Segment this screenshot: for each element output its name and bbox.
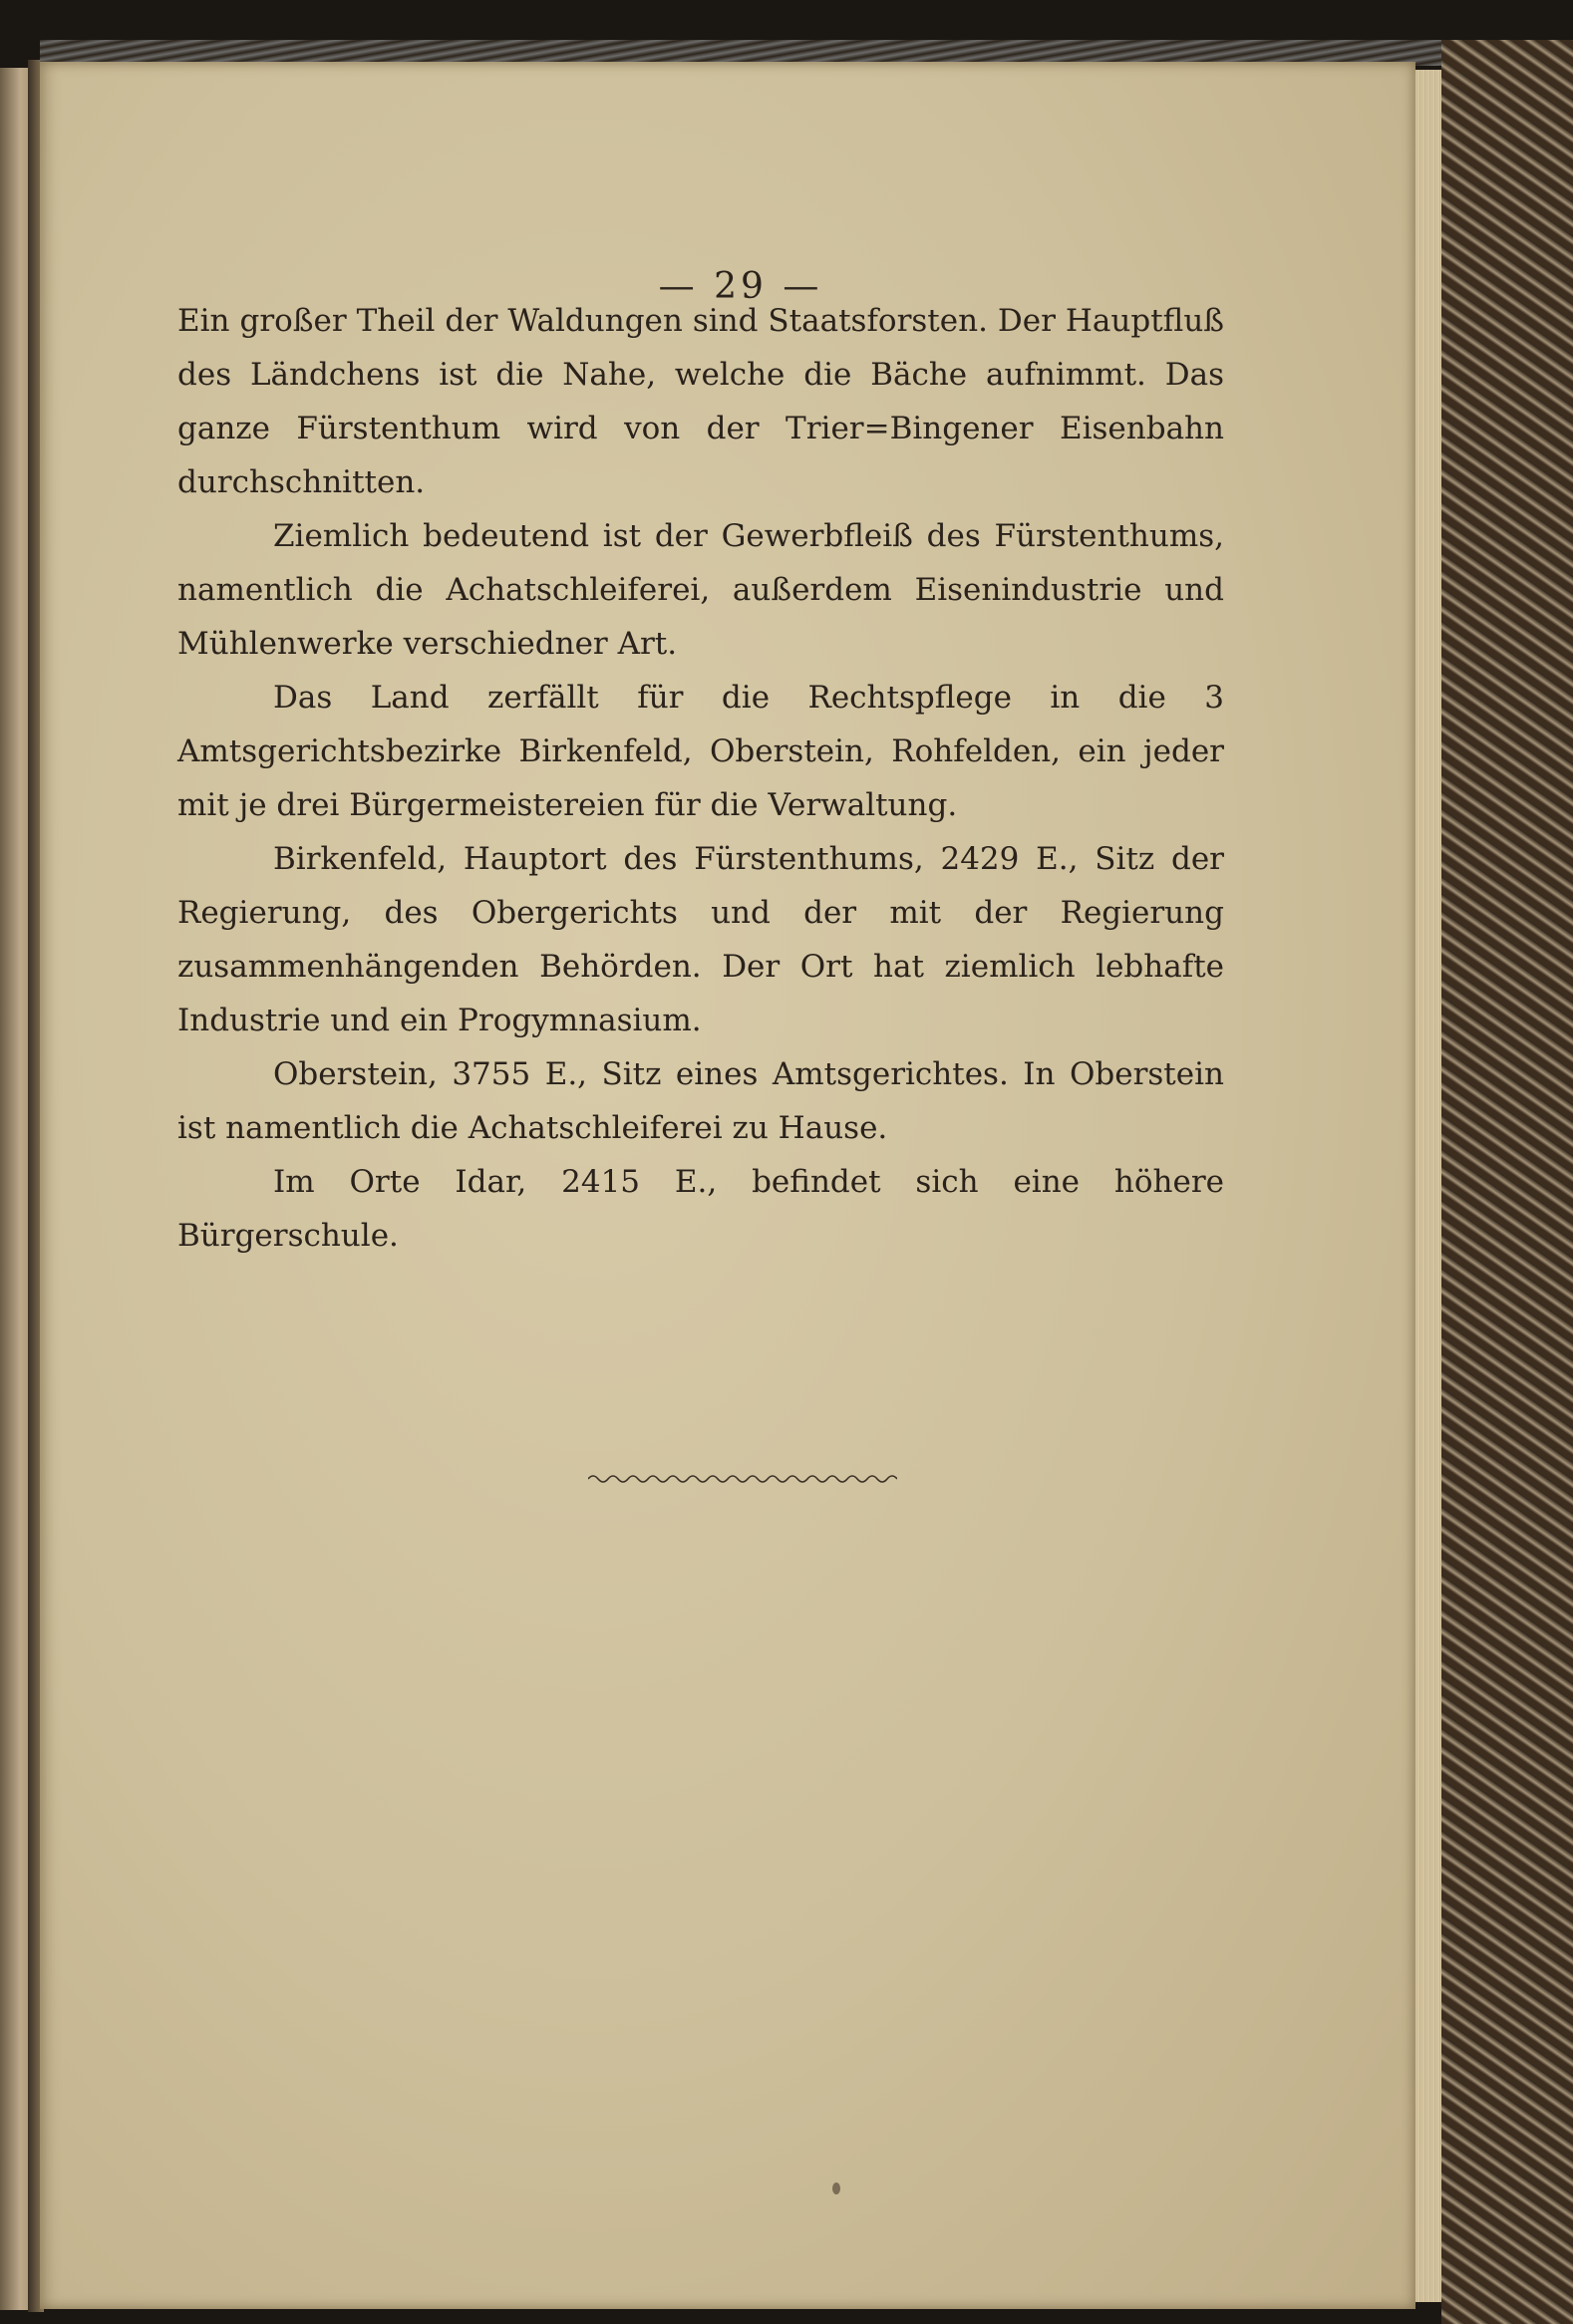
paragraph: Ziemlich bedeutend ist der Gewerbfleiß des Fürstenthums, namentlich die Achatschleiferei, außerdem Eisenindustrie und Mühlenwerke verschiedner Art. [177, 518, 1224, 662]
paragraphs [177, 294, 1224, 1263]
page-block-edge [1416, 70, 1441, 2302]
paper-spot [832, 2182, 840, 2194]
marbled-cover [1441, 40, 1573, 2324]
wavy-divider [588, 1469, 897, 1489]
page-number: — 29 — [658, 266, 823, 307]
paragraph: Birkenfeld, Hauptort des Fürstenthums, 2429 E., Sitz der Regierung, des Obergerichts und der mit der Regierung zusammenhängenden Behörden. Der Ort hat ziemlich lebhafte Industrie und ein Progymnasium. [177, 841, 1224, 1038]
book-page [40, 62, 1416, 2309]
paragraph: Das Land zerfällt für die Rechtspflege in die 3 Amtsgerichtsbezirke Birkenfeld, Oberstein, Rohfelden, ein jeder mit je drei Bürgermeistereien für die Verwaltung. [177, 680, 1224, 823]
paragraph: Ein großer Theil der Waldungen sind Staatsforsten. Der Hauptfluß des Ländchens ist die Nahe, welche die Bäche aufnimmt. Das ganze Fürstenthum wird von der Trier=Bingener Eisenbahn durchschnitten. [177, 303, 1224, 500]
paragraph: Im Orte Idar, 2415 E., befindet sich eine höhere Bürgerschule. [177, 1164, 1224, 1254]
paragraph: Oberstein, 3755 E., Sitz eines Amtsgerichtes. In Oberstein ist namentlich die Achatschleiferei zu Hause. [177, 1056, 1224, 1146]
